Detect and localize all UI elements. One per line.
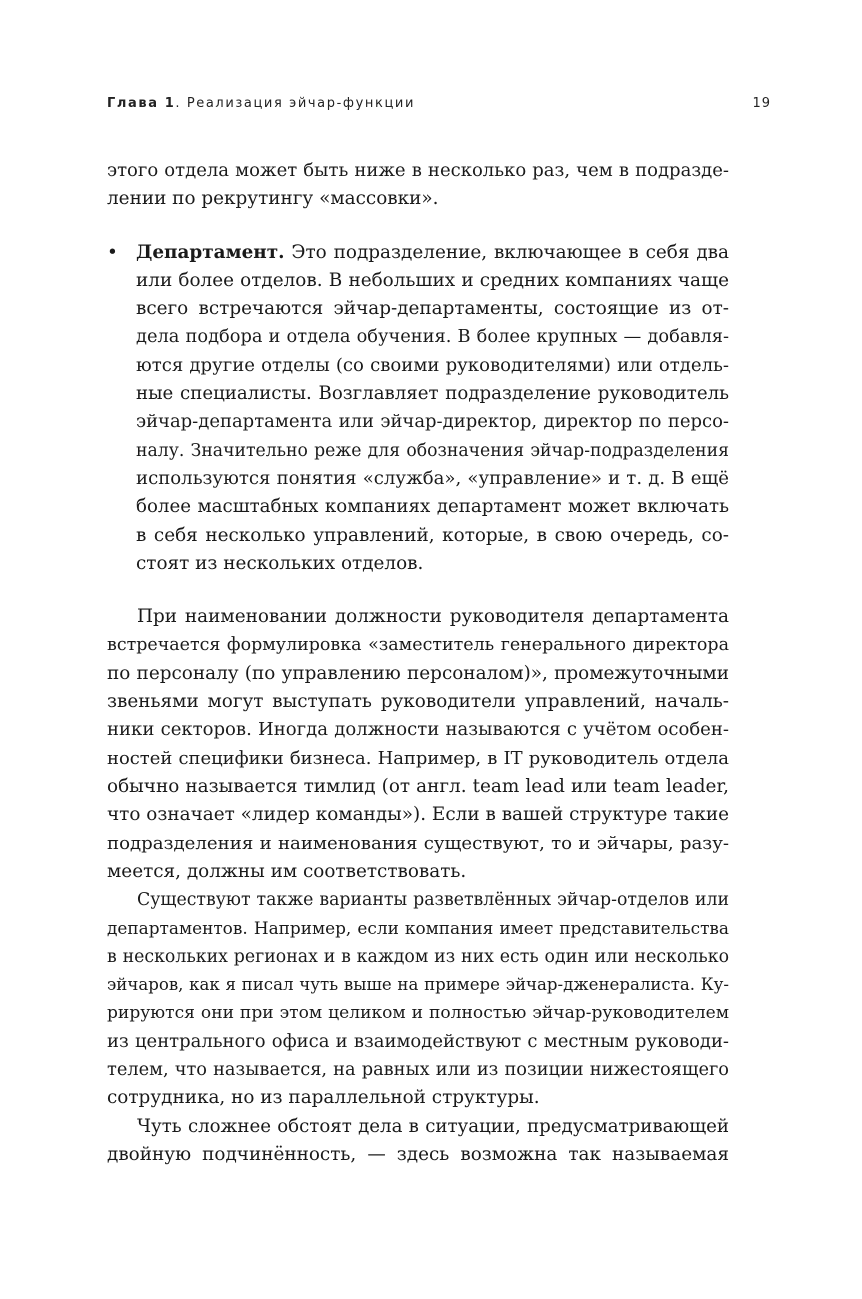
text-line: подразделения и наименования существуют, то и эйчары, разу- <box>107 832 729 854</box>
text-line: Чуть сложнее обстоят дела в ситуации, предусматривающей <box>137 1115 729 1137</box>
text-line: налу. Значительно реже для обозначения эйчар-подразделения <box>136 440 729 461</box>
text-line: ностей специфики бизнеса. Например, в IT руководитель отдела <box>107 747 729 769</box>
body-text <box>107 157 729 1169</box>
text-line: лении по рекрутингу «массовки». <box>107 188 439 210</box>
bullet-term: Департамент. <box>136 241 285 263</box>
text-line: При наименовании должности руководителя департамента <box>137 606 729 628</box>
text-line <box>136 239 729 267</box>
text-line: или более отделов. В небольших и средних компаниях чаще <box>136 269 729 291</box>
running-header <box>107 96 771 111</box>
bullet-item-department <box>107 239 729 579</box>
text-line: сотрудника, но из параллельной структуры. <box>107 1087 540 1109</box>
text-line: Существуют также варианты разветвлённых эйчар-отделов или <box>137 890 729 911</box>
text-line: всего встречаются эйчар-департаменты, состоящие из от- <box>136 298 729 320</box>
text-line: телем, что называется, на равных или из позиции нижестоящего <box>107 1058 729 1080</box>
text-line: двойную подчинённость, — здесь возможна так называемая <box>107 1143 729 1165</box>
text-line: звеньями могут выступать руководители управлений, началь- <box>107 691 729 713</box>
text-line: ники секторов. Иногда должности называются с учётом особен- <box>107 719 729 741</box>
text-line: по персоналу (по управлению персоналом)», промежуточными <box>107 662 729 684</box>
bullet-marker: • <box>107 241 118 263</box>
text-line: ются другие отделы (со своими руководителями) или отдель- <box>136 354 729 376</box>
paragraph-dual-subordination <box>107 1113 729 1170</box>
text-line: рируются они при этом целиком и полностью эйчар-руководителем <box>107 1003 729 1024</box>
chapter-label: Глава 1 <box>107 96 176 111</box>
text-line: стоят из нескольких отделов. <box>136 552 424 574</box>
text-line: что означает «лидер команды»). Если в вашей структуре такие <box>107 804 729 826</box>
text-line: меется, должны им соответствовать. <box>107 860 467 882</box>
page-number: 19 <box>752 96 771 111</box>
text-line: встречается формулировка «заместитель генерального директора <box>107 635 729 656</box>
text-line: в себя несколько управлений, которые, в свою очередь, со- <box>136 524 729 546</box>
paragraph-naming <box>107 603 729 886</box>
continuation-paragraph <box>107 157 729 214</box>
text-line: более масштабных компаниях департамент может включать <box>136 496 729 518</box>
text-line: департаментов. Например, если компания имеет представительства <box>107 918 729 939</box>
chapter-title: . Реализация эйчар-функции <box>175 96 415 111</box>
text-line: эйчар-департамента или эйчар-директор, директор по персо- <box>136 411 729 433</box>
text-line: обычно называется тимлид (от англ. team lead или team leader, <box>107 775 729 797</box>
text-line: ные специалисты. Возглавляет подразделение руководитель <box>136 383 729 405</box>
paragraph-branched-departments <box>107 886 729 1112</box>
text-line: эйчаров, как я писал чуть выше на примере эйчар-дженералиста. Ку- <box>107 975 729 995</box>
text-line: из центрального офиса и взаимодействуют с местным руководи- <box>107 1030 729 1052</box>
text-line: в нескольких регионах и в каждом из них есть один или несколько <box>107 946 729 967</box>
text-line: используются понятия «служба», «управление» и т. д. В ещё <box>136 467 729 489</box>
bullet-first-line-text: Это подразделение, включающее в себя два <box>284 241 729 263</box>
text-line: этого отдела может быть ниже в несколько раз, чем в подразде- <box>107 160 729 181</box>
text-line: дела подбора и отдела обучения. В более крупных — добавля- <box>136 326 729 348</box>
